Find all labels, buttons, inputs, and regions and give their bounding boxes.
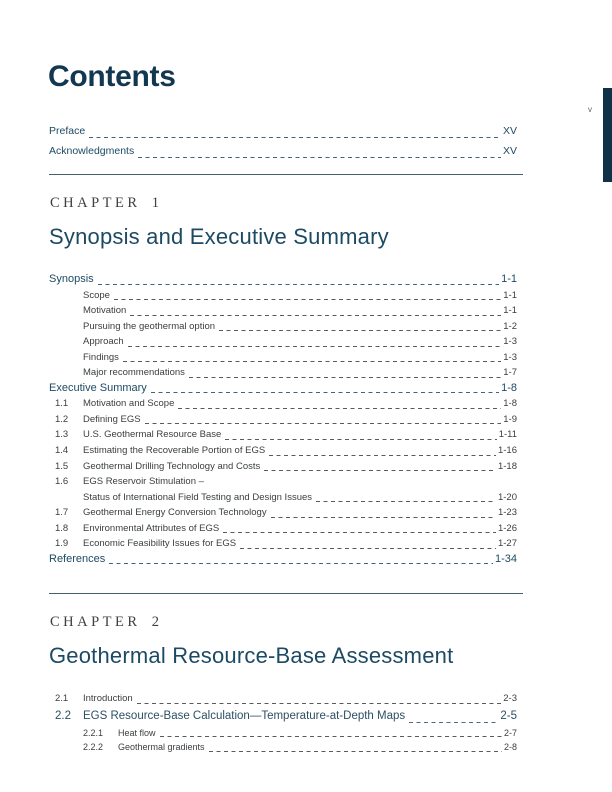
section-divider (49, 174, 523, 175)
entry-page: 1-27 (497, 538, 517, 550)
dot-leader (137, 691, 502, 707)
dot-leader (151, 381, 499, 397)
entry-page: 1-1 (503, 305, 517, 317)
entry-page: 1-20 (497, 491, 517, 503)
toc-entry[interactable] (49, 459, 517, 475)
front-matter-list (49, 121, 517, 161)
entry-page: 1-9 (503, 413, 517, 425)
entry-label: Introduction (83, 693, 133, 704)
entry-page: 1-8 (503, 398, 517, 410)
toc-entry[interactable] (49, 536, 517, 552)
entry-label: Synopsis (49, 273, 94, 285)
entry-page: 1-2 (503, 320, 517, 332)
entry-number: 1.3 (55, 429, 69, 441)
entry-label: Findings (83, 351, 119, 363)
chapter-2-title: Geothermal Resource-Base Assessment (49, 643, 454, 668)
entry-label: Motivation and Scope (83, 398, 175, 410)
entry-page: 2-3 (503, 693, 517, 704)
entry-label: Pursuing the geothermal option (83, 320, 216, 332)
dot-leader (109, 552, 493, 568)
dot-leader (114, 288, 501, 304)
dot-leader (209, 740, 502, 755)
toc-entry[interactable] (49, 443, 517, 459)
toc-entry[interactable] (49, 303, 517, 319)
entry-number: 1.9 (55, 538, 69, 550)
entry-label: Environmental Attributes of EGS (83, 522, 220, 534)
toc-entry[interactable] (49, 552, 517, 568)
entry-page: 1-16 (497, 445, 517, 457)
chapter-1-toc-list (49, 272, 517, 567)
entry-label: Heat flow (118, 727, 156, 738)
entry-label: EGS Reservoir Stimulation – (83, 476, 204, 488)
entry-page: 1-1 (503, 289, 517, 301)
chapter-1-label: CHAPTER 1 (50, 195, 163, 211)
entry-label: Status of International Field Testing and Design Issues (83, 491, 313, 503)
entry-page: 1-1 (501, 273, 517, 285)
chapter-2-toc-list (49, 691, 517, 755)
entry-label: Acknowledgments (49, 145, 135, 157)
entry-label: Economic Feasibility Issues for EGS (83, 538, 237, 550)
dot-leader (264, 459, 496, 475)
toc-entry-continuation[interactable] (49, 490, 517, 506)
dot-leader (145, 412, 502, 428)
entry-label: Defining EGS (83, 413, 141, 425)
entry-label: EGS Resource-Base Calculation—Temperature-at-Depth Maps (83, 710, 406, 722)
entry-page: 1-23 (497, 507, 517, 519)
entry-label: Approach (83, 336, 124, 348)
toc-entry[interactable] (49, 427, 517, 443)
entry-page: 1-7 (503, 367, 517, 379)
entry-page: 2-5 (500, 710, 517, 722)
toc-entry[interactable] (49, 350, 517, 366)
entry-label: Geothermal gradients (118, 742, 205, 752)
dot-leader (178, 396, 501, 412)
toc-entry[interactable] (49, 319, 517, 335)
entry-number: 2.2 (55, 710, 71, 722)
entry-page: 2-7 (503, 727, 517, 738)
entry-label: Preface (49, 125, 86, 137)
entry-number: 1.4 (55, 445, 69, 457)
dot-leader (316, 490, 496, 506)
entry-number: 1.8 (55, 522, 69, 534)
chapter-tab-marker (603, 88, 612, 182)
dot-leader (223, 521, 496, 537)
toc-entry[interactable] (49, 396, 517, 412)
entry-label: Geothermal Energy Conversion Technology (83, 507, 267, 519)
entry-page: 1-3 (503, 336, 517, 348)
toc-entry[interactable] (49, 121, 517, 141)
dot-leader (98, 272, 499, 288)
entry-label: Geothermal Drilling Technology and Costs (83, 460, 261, 472)
entry-label: References (49, 552, 106, 565)
entry-label: Motivation (83, 305, 127, 317)
entry-page: 1-26 (497, 522, 517, 534)
dot-leader (269, 443, 496, 459)
dot-leader (219, 319, 501, 335)
dot-leader (89, 121, 501, 141)
page-title: Contents (48, 60, 176, 93)
toc-entry[interactable] (49, 272, 517, 288)
entry-number: 1.2 (55, 413, 69, 425)
toc-entry[interactable] (49, 691, 517, 707)
toc-entry[interactable] (49, 505, 517, 521)
toc-entry[interactable] (49, 365, 517, 381)
section-divider (49, 593, 523, 594)
entry-number: 1.6 (55, 476, 69, 488)
entry-number: 2.2.2 (83, 742, 104, 752)
entry-label: Major recommendations (83, 367, 185, 379)
dot-leader (130, 303, 501, 319)
entry-label: U.S. Geothermal Resource Base (83, 429, 222, 441)
entry-page: 1-8 (501, 381, 517, 394)
toc-entry[interactable] (49, 726, 517, 741)
entry-number: 1.1 (55, 398, 69, 410)
toc-entry[interactable] (49, 288, 517, 304)
page-number: v (588, 105, 592, 114)
dot-leader (160, 726, 502, 741)
entry-page: XV (502, 125, 517, 137)
toc-entry[interactable] (49, 707, 517, 726)
entry-label: Scope (83, 289, 110, 301)
toc-entry[interactable] (49, 412, 517, 428)
entry-number: 2.2.1 (83, 727, 104, 738)
entry-label: Estimating the Recoverable Portion of EGS (83, 445, 266, 457)
chapter-2-label: CHAPTER 2 (50, 614, 163, 630)
entry-number: 1.7 (55, 507, 69, 519)
toc-entry[interactable] (49, 521, 517, 537)
dot-leader (409, 707, 498, 726)
dot-leader (240, 536, 496, 552)
dot-leader (138, 141, 501, 161)
toc-entry[interactable] (49, 474, 517, 490)
entry-page: 1-11 (498, 429, 517, 441)
dot-leader (128, 334, 502, 350)
chapter-1-title: Synopsis and Executive Summary (49, 224, 389, 249)
dot-leader (189, 365, 501, 381)
toc-entry[interactable] (49, 740, 517, 755)
dot-leader (225, 427, 496, 443)
entry-page: 1-34 (494, 552, 517, 565)
entry-number: 1.5 (55, 460, 69, 472)
entry-number: 2.1 (55, 693, 69, 704)
entry-page: XV (502, 145, 517, 157)
entry-page: 2-8 (503, 742, 517, 752)
dot-leader (271, 505, 496, 521)
toc-entry[interactable] (49, 141, 517, 161)
dot-leader (123, 350, 501, 366)
toc-entry[interactable] (49, 381, 517, 397)
entry-page: 1-3 (503, 351, 517, 363)
entry-page: 1-18 (497, 460, 517, 472)
entry-label: Executive Summary (49, 381, 147, 394)
toc-entry[interactable] (49, 334, 517, 350)
